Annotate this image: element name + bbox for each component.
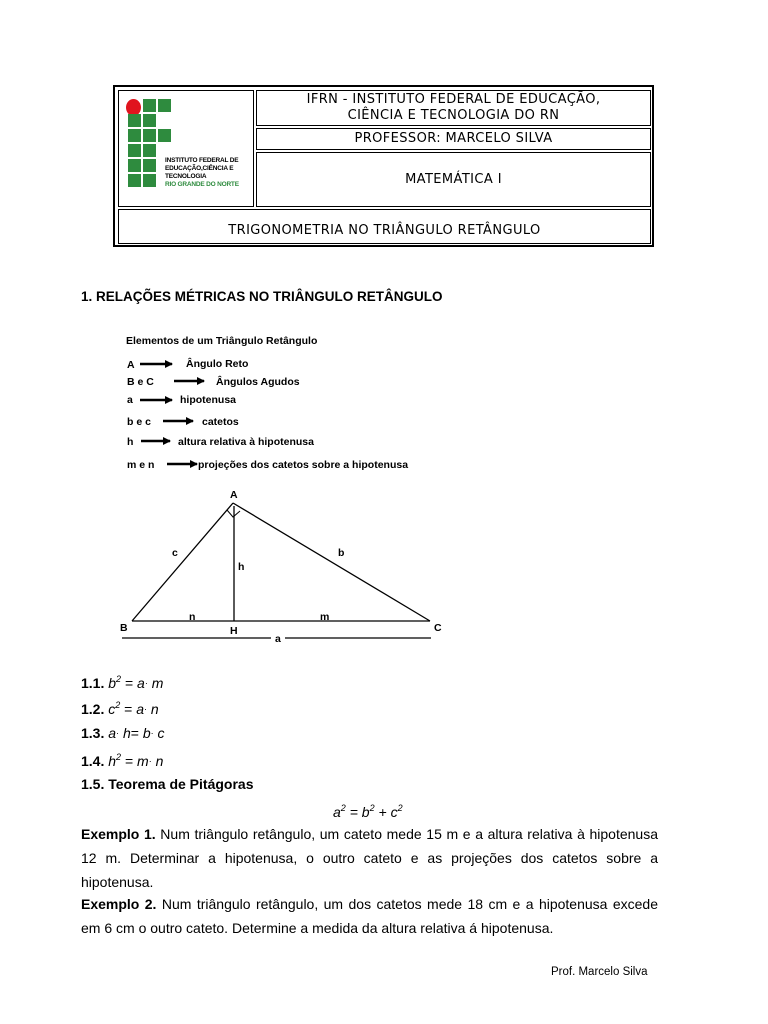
pythagoras-formula: $a^2 = b^2 + c^2$ [333, 803, 403, 820]
relation-1-4: 1.4. $h^2 = m\cdot n$ [81, 752, 164, 769]
legend-key: B e C [127, 376, 154, 388]
pythagoras-heading: 1.5. Teorema de Pitágoras [81, 776, 254, 792]
side-c-label: c [172, 547, 178, 559]
logo-text-line1: INSTITUTO FEDERAL DE [165, 157, 239, 164]
legend-key: h [127, 436, 134, 448]
subject-name: MATEMÁTICA I [256, 152, 651, 207]
side-b-label: b [338, 547, 345, 559]
legend-key: a [127, 394, 133, 406]
foot-h-label: H [230, 625, 238, 637]
legend-key: b e c [127, 416, 151, 428]
example-2: Exemplo 2. Num triângulo retângulo, um dos catetos mede 18 cm e a hipotenusa excede em 6 cm o outro cateto. Determine a medida da altura relativa á hipotenusa. [81, 896, 659, 936]
vertex-c-label: C [434, 622, 442, 634]
logo-text-line2: EDUCAÇÃO,CIÊNCIA E TECNOLOGIA [165, 165, 234, 180]
relation-1-2: 1.2. $c^2 = a\cdot n$ [81, 700, 159, 717]
legend-desc: Ângulos Agudos [216, 376, 300, 388]
proj-m-label: m [320, 611, 330, 623]
professor-name: PROFESSOR: MARCELO SILVA [256, 128, 651, 150]
legend-key: m e n [127, 459, 155, 471]
institution-line2: CIÊNCIA E TECNOLOGIA DO RN [347, 108, 560, 123]
legend-desc: projeções dos catetos sobre a hipotenusa [198, 459, 409, 471]
section-heading: 1. RELAÇÕES MÉTRICAS NO TRIÂNGULO RETÂNGULO [81, 289, 443, 304]
proj-n-label: n [189, 611, 196, 623]
legend-desc: catetos [202, 416, 239, 428]
side-b-line [233, 503, 430, 621]
page-footer: Prof. Marcelo Silva [551, 966, 648, 978]
relation-1-1: 1.1. $b^2 = a\cdot m$ [81, 674, 164, 691]
institution-line1: IFRN - INSTITUTO FEDERAL DE EDUCAÇÃO, [306, 92, 601, 107]
legend-desc: altura relativa à hipotenusa [178, 436, 314, 448]
legend-title: Elementos de um Triângulo Retângulo [126, 335, 318, 347]
height-h-label: h [238, 561, 245, 573]
vertex-a-label: A [230, 489, 238, 501]
hyp-a-label: a [275, 633, 281, 645]
legend-desc: hipotenusa [180, 394, 237, 406]
topic-title: TRIGONOMETRIA NO TRIÂNGULO RETÂNGULO [118, 209, 651, 244]
vertex-b-label: B [120, 622, 128, 634]
legend-desc: Ângulo Reto [186, 358, 249, 370]
logo-text-line3: RIO GRANDE DO NORTE [165, 181, 239, 188]
legend-key: A [127, 359, 135, 371]
example-1: Exemplo 1. Num triângulo retângulo, um cateto mede 15 m e a altura relativa à hipotenusa 12 m. Determinar a hipotenusa, o outro cateto e as projeções dos catetos sobre a hipotenusa. [81, 826, 658, 890]
relation-1-3: 1.3. a· h= b· c [81, 725, 165, 741]
side-c-line [132, 503, 233, 621]
